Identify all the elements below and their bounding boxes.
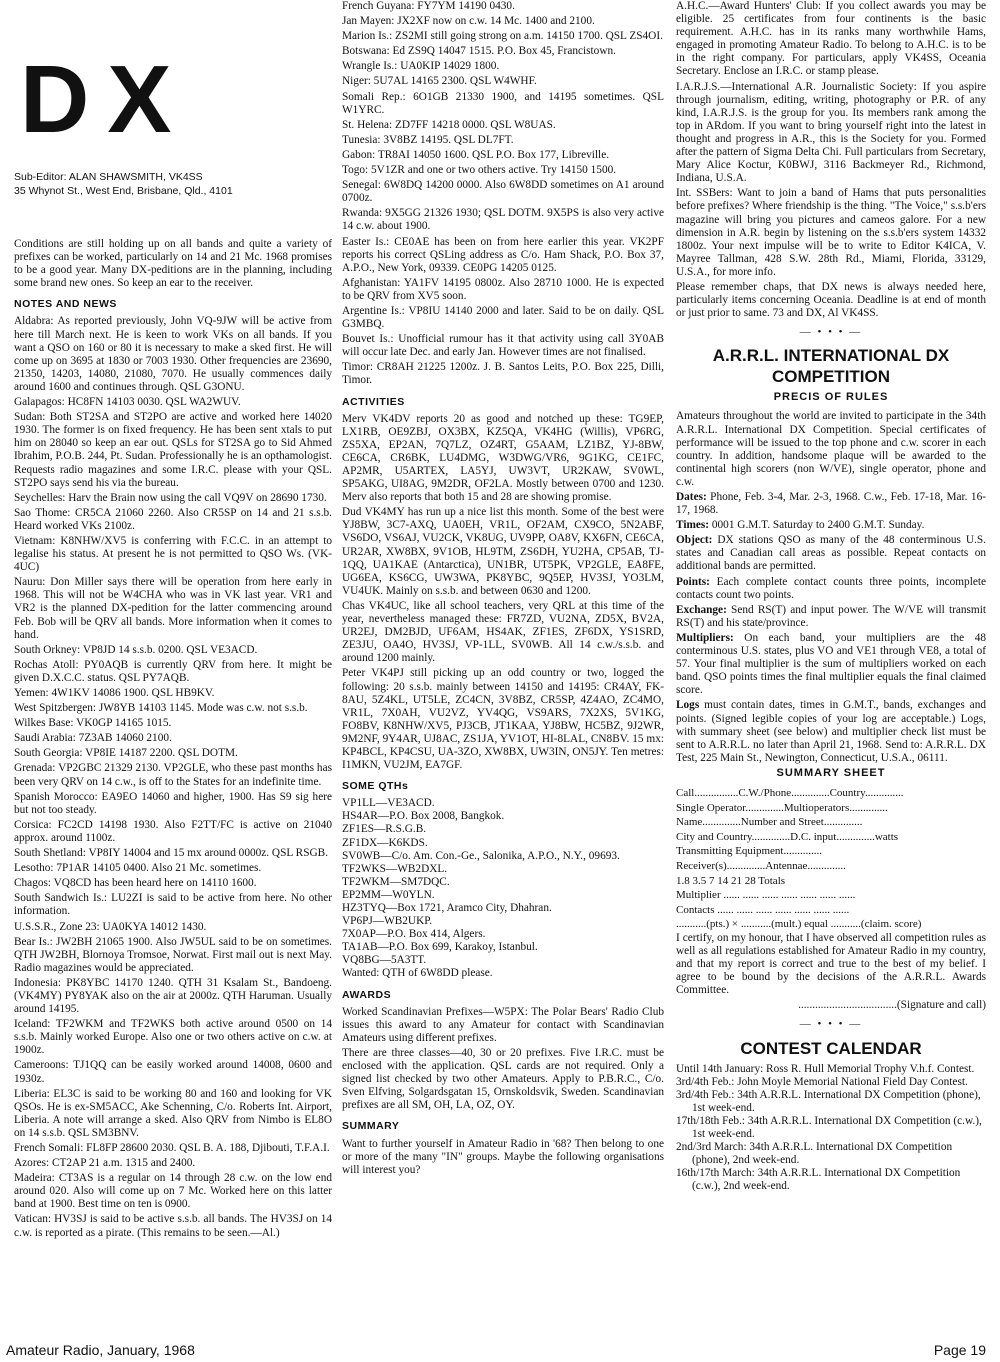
news-item: Aldabra: As reported previously, John VQ-9JW will be active from here till March next. He is keen to work VKs on all bands. If you want a QSO on 160 or 80 it is necessary to make a sked first. He will come up on 3695 at 1830 or 7003 1930. Other frequencies are 23690, 21350, 14203, 14080, 21080, 7070. He usually commences daily around 1600 and continues through. QSL G3ONU. [14,315,332,393]
news-item: Chagos: VQ8CD has been heard here on 14110 1600. [14,877,257,890]
dx-entry: Argentine Is.: VP8IU 14140 2000 and later. Said to be on daily. QSL G3MBQ. [342,304,664,331]
qth-entry: ZF1DX—K6KDS. [342,836,428,849]
summary-sheet [676,786,986,932]
dx-entry: Afghanistan: YA1FV 14195 0800z. Also 28710 1000. He is expected to be QRV from XV5 soon. [342,276,664,302]
sheet-line: Receiver(s)..............Antennae.............. [676,859,846,872]
page-number: Page 19 [933,1342,986,1358]
news-item: Grenada: VP2GBC 21329 2130. VP2GLE, who these past months has been very QRV on 14 c.w., is off to the States for an indefinite time. [14,762,332,788]
news-item: Vietnam: K8NHW/XV5 is conferring with F.C.C. in an attempt to legalise his status. At present he is not permitted to QSO Ws. (VK-4UC) [14,534,332,574]
qth-entry: TA1AB—P.O. Box 699, Karakoy, Istanbul. [342,941,538,954]
column-1 [14,0,332,1242]
qth-entry: Wanted: QTH of 6W8DD please. [342,967,493,980]
sub-editor: Sub-Editor: ALAN SHAWSMITH, VK4SS [14,171,203,183]
section-divider-2: — • • • — [799,1018,863,1031]
news-item: Spanish Morocco: EA9EO 14060 and higher, 1900. Has S9 sig here but not too steady. [14,790,332,816]
news-item: Liberia: EL3C is said to be working 80 and 160 and looking for VK QSOs. He is ex-SM5ACC, Ake Schenning, C/o. Roberts Int. Airport, Liberia. A note will arrange a sked. Also QRV from Nimbo is EL8O on 14 s.s.b. QSL SM3BNV. [14,1087,332,1139]
news-item: Sao Thome: CR5CA 21060 2260. Also CR5SP on 14 and 21 s.s.b. Heard worked VKs 2100z. [14,506,332,532]
qth-entry: EP2MM—W0YLN. [342,888,435,901]
editor-address: 35 Whynot St., West End, Brisbane, Qld., 4101 [14,185,233,197]
intro-paragraph: Conditions are still holding up on all bands and quite a variety of prefixes can be worked, particularly on 14 and 21 Mc. 1968 promises to be a good year. Many DX-peditions are in the planning, including some brand new ones. So keep an ear to the receiver. [14,238,332,290]
rule-item [676,699,986,764]
organisations-list [676,0,986,320]
news-item: Azores: CT2AP 21 a.m. 1315 and 2400. [14,1157,196,1170]
rule-text: Each complete contact counts three points, incomplete contacts count two points. [676,575,986,601]
calendar-entry: 16th/17th March: 34th A.R.R.L. International DX Competition (c.w.), 2nd week-end. [676,1167,961,1193]
sheet-line: Multiplier ...... ...... ...... ...... ...... ...... ...... [676,889,856,902]
news-item: Yemen: 4W1KV 14086 1900. QSL HB9KV. [14,687,215,699]
rule-label: Exchange: [676,603,727,616]
activity-report: Merv VK4DV reports 20 as good and notched up these: TG9EP, LX1RB, OE9ZBJ, OX3BX, KZ5QA, VK4HG (Willis), VP6RG, ZS5XA, EP2AN, 7Q7LZ, OZ4RT, G5AAM, LZ1BZ, YJ-8BW, CE6CA, CR6BK, LU4DMG, W3DWG/VR6, 9G1KG, CE1FC, AP2MR, U5ARTEX, LA5YJ, UW3VT, UR2KAW, SV0WL, SP5AKG, UI8AG, 9M2DR, OF2LA. Mostly between 0700 and 1230. Merv also reports that both 15 and 28 are showing promise. [342,412,664,504]
rule-item [676,632,986,697]
dx-entry: Marion Is.: ZS2MI still going strong on a.m. 14150 1700. QSL ZS4OI. [342,30,663,43]
page-footer [6,1342,986,1358]
dx-entry: Rwanda: 9X5GG 21326 1930; QSL DOTM. 9X5PS is also very active 14 c.w. about 1900. [342,207,664,233]
footer-publication: Amateur Radio, January, 1968 [6,1342,195,1358]
organisation-paragraph: Int. SSBers: Want to join a band of Hams that puts personalities before prefixes? Where friendship is the thing. "The Voice," s.s.b'ers magazine will bring you pictures and cameos galore. For a new dimension in A.R. begin by listening on the s.s.b'ers system 14332 1800z. Your next impulse will be to write to Editor K4ICA, V. Mayree Tallman, 428 S.W. 28th Rd., Miami, Florida, 33129, U.S.A., for more info. [676,187,986,278]
organisation-paragraph: A.H.C.—Award Hunters' Club: If you collect awards you may be eligible. 25 certificates from four continents is the basic requirement. A.H.C. has in its ranks many worthwhile Hams, engaged in promoting Amateur Radio. To belong to A.H.C. is to be in the right company. For particulars, apply VK4SS, Oceania Secretary. Enclose an I.R.C. or stamp please. [676,0,986,78]
certify-paragraph: I certify, on my honour, that I have observed all competition rules as well as all regulations established for Amateur Radio in my country, and that my report is correct and true to the best of my belief. I agree to be bound by the decisions of the A.R.R.L. Awards Committee. [676,931,986,997]
dx-entry: Togo: 5V1ZR and one or two others active. Try 14150 1500. [342,164,617,177]
rules-list [676,491,986,765]
activity-report: Chas VK4UC, like all school teachers, very QRL at this time of the year, nevertheless managed these: FR7ZD, VU2NA, ZD5X, BV2A, UR2EJ, DM2BJD, UF6AM, HS4AK, ZF1ES, ZF6DX, YS1SRD, ZE3JU, OA4O, HV3SJ, VP-1LL, SV0WB. All 14 c.w./s.s.b. and around 1200 mainly. [342,599,664,665]
sheet-line: Name..............Number and Street.............. [676,816,863,829]
rule-item [676,491,986,517]
news-item: West Spitzbergen: JW8YB 14103 1145. Mode was c.w. not s.s.b. [14,702,308,715]
rule-text: 0001 G.M.T. Saturday to 2400 G.M.T. Sunday. [709,519,925,532]
dx-entry: Bouvet Is.: Unofficial rumour has it that activity using call 3Y0AB will occur late Dec. and early Jan. However times are not finalised. [342,333,664,359]
arrl-intro: Amateurs throughout the world are invited to participate in the 34th A.R.R.L. International DX Competition. Special certificates of performance will be issued to the top phone and c.w. scorer in each country. In addition, handsome plaque will be awarded to the continental high scorers (non W/VE), single operator, phone and c.w. [676,410,986,488]
organisation-paragraph: Please remember chaps, that DX news is always needed here, particularly items concerning Oceania. Deadline is at end of month or just prior to same. 73 and DX, Al VK4SS. [676,280,986,320]
news-item: Vatican: HV3SJ is said to be active s.s.b. all bands. The HV3SJ on 14 c.w. is reported as a pirate. (This remains to be seen.—Al.) [14,1213,332,1239]
activity-report: Peter VK4PJ still picking up an odd country or two, logged the following: 20 s.s.b. mainly between 14150 and 14195: CR4AY, FK-8AU, 5Z4KL, UT5LE, ZC4CN, 3V8BZ, CR5SP, 4Z4AO, ZC4MO, VR1L, 7X0AH, VU2VZ, YV4QG, VS9ARS, 7X2XS, 5V1KG, FO8BV, K8NHW/XV5, PJ3CB, JT1KAA, YJ8BW, HC5BZ, 9J2WR, 9M2NF, 9Y4AR, UJ8AC, ZS1JA, YV1OT, HI-8LAL, CN8BV. 15 mx: KP4BCL, KP4CSU, UA-3ZO, XW8BX, UW3IN, ON5JY. Ten metres: I1MKN, VU2JM, EA7GF. [342,667,664,772]
news-item: Corsica: FC2CD 14198 1930. Also F2TT/FC is active on 21040 approx. around 1100z. [14,818,332,844]
dx-entry: Jan Mayen: JX2XF now on c.w. 14 Mc. 1400 and 2100. [342,15,595,28]
qth-entry: VP1LL—VE3ACD. [342,797,435,810]
news-item: Wilkes Base: VK0GP 14165 1015. [14,717,172,730]
summary-sheet-heading: SUMMARY SHEET [776,766,886,779]
calendar-title: CONTEST CALENDAR [740,1038,922,1058]
calendar-entry: Until 14th January: Ross R. Hull Memorial Trophy V.h.f. Contest. [676,1062,975,1075]
dx-entry: Niger: 5U7AL 14165 2300. QSL W4WHF. [342,75,537,88]
qth-entry: VQ8BG—5A3TT. [342,954,427,967]
calendar-entry: 3rd/4th Feb.: John Moyle Memorial National Field Day Contest. [676,1075,968,1088]
news-item: Bear Is.: JW2BH 21065 1900. Also JW5UL said to be on sometimes. QTH JW2BH, Blornoya Tromsoe, Norwat. First mail out is next May. Radio magazines would be appreciated. [14,935,332,974]
sheet-line: City and Country..............D.C. input..............watts [676,830,899,843]
dx-entry: Timor: CR8AH 21225 1200z. J. B. Santos Leits, P.O. Box 225, Dilli, Timor. [342,361,664,387]
rule-item [676,519,986,532]
summary-paragraph: Want to further yourself in Amateur Radio in '68? Then belong to one or more of the many "IN" groups. Maybe the following organisations will interest you? [342,1137,664,1176]
dx-entry: Wrangle Is.: UA0KIP 14029 1800. [342,60,500,73]
rule-label: Points: [676,575,710,588]
sheet-line: 1.8 3.5 7 14 21 28 Totals [676,874,786,887]
news-item: Nauru: Don Miller says there will be operation from here early in 1968. This will not be W4CHA who was in VK last year. VR1 and VR2 is the planned DX-pedition for the latter commencing around Feb. Bob will be QRV all bands. More information when it comes to hand. [14,576,332,641]
rule-label: Dates: [676,491,707,503]
dx-entry: Botswana: Ed ZS9Q 14047 1515. P.O. Box 45, Francistown. [342,45,616,58]
news-item: Seychelles: Harv the Brain now using the call VQ9V on 28690 1730. [14,491,327,504]
rule-item [676,604,986,630]
section-divider: — • • • — [799,326,863,339]
qth-entry: VP6PJ—WB2UKP. [342,915,433,928]
calendar-entry: 3rd/4th Feb.: 34th A.R.R.L. International DX Competition (phone), 1st week-end. [676,1088,981,1114]
sheet-line: Transmitting Equipment.............. [676,845,822,858]
sheet-line: Call................C.W./Phone..............Country.............. [676,786,904,799]
sheet-line: Single Operator..............Multioperators.............. [676,801,888,814]
awards-heading: AWARDS [342,988,392,1001]
news-item: Saudi Arabia: 7Z3AB 14060 2100. [14,732,172,745]
dx-entry: Tunesia: 3V8BZ 14195. QSL DL7FT. [342,133,514,146]
qth-list [342,797,664,980]
awards-list [342,1006,664,1113]
calendar-entry: 2nd/3rd March: 34th A.R.R.L. International DX Competition (phone), 2nd week-end. [676,1141,953,1167]
rule-label: Object: [676,534,713,547]
news-item: Sudan: Both ST2SA and ST2PO are active and worked here 14020 1930. The former is on fixed frequency. He has been sent xtals to put him on 28040 so keep an ear out. QSLs for ST2SA go to Sid Ahmed Ibrahim, P.O.B. 244, Pt. Sudan. Professionally he is an opthamologist. Requests radio magazines and some I.R.C. please with your QSL. ST2PO says send his via the bureau. [14,411,332,489]
rule-text: Phone, Feb. 3-4, Mar. 2-3, 1968. C.w., Feb. 17-18, Mar. 16-17, 1968. [676,491,986,517]
notes-list [14,315,332,1239]
rule-label: Multipliers: [676,631,734,644]
calendar-entry: 17th/18th Feb.: 34th A.R.R.L. International DX Competition (c.w.), 1st week-end. [676,1114,982,1141]
news-item: Iceland: TF2WKM and TF2WKS both active around 0500 on 14 s.s.b. Mainly worked Europe. Also one or two others active on c.w. at 1900z. [14,1018,332,1057]
dx-entry: Easter Is.: CE0AE has been on from here earlier this year. VK2PF reports his correct QSLing address as C/o. Ham Shack, P.O. Box 37, A.P.O., New York, 09339. CE0PG 14205 0125. [342,235,664,274]
news-item: South Georgia: VP8IE 14187 2200. QSL DOTM. [14,747,238,760]
dx-entry: St. Helena: ZD7FF 14218 0000. QSL W8UAS. [342,118,556,131]
rule-text: DX stations QSO as many of the 48 conterminous U.S. states and Canadian call areas as possible. Repeat contacts on additional bands are permitted. [676,534,986,573]
news-item: U.S.S.R., Zone 23: UA0KYA 14012 1430. [14,920,207,933]
news-item: Cameroons: TJ1QQ can be easily worked around 14008, 0600 and 1930z. [14,1059,332,1085]
qth-entry: 7X0AP—P.O. Box 414, Algers. [342,928,486,941]
organisation-paragraph: I.A.R.J.S.—International A.R. Journalistic Society: If you aspire through journalism, editing, writing, photography or P.R. of any kind, I.A.R.J.S. is the group for you. Its members rank among the top in ARdom. If you want to bring yourself right into the latest in thought and progress in A.R., this is the Society for you. Formed after the pattern of Sigma Delta Chi. Full particulars from Secretary, Mary Alice Koctur, K0BWJ, 3116 Backmeyer Rd., Richmond, Indiana, U.S.A. [676,80,986,185]
signature-line: ...................................(Signature and call) [798,999,986,1012]
column-2 [342,0,664,1179]
arrl-subtitle: PRECIS OF RULES [773,391,889,404]
notes-heading: NOTES AND NEWS [14,298,117,311]
activities-heading: ACTIVITIES [342,395,405,408]
award-paragraph: There are three classes—40, 30 or 20 prefixes. Five I.R.C. must be enclosed with the application. QSL cards are not required. Only a signed list checked by two other Amateurs. Apply to P.B.R.C., C/o. Sven Elfving, Solgardsgatan 15, Ornskoldsvik, Sweden. Scandinavian prefixes are all SM, OH, LA, OZ, OY. [342,1046,664,1112]
rule-text: Send RS(T) and input power. The W/VE will transmit RS(T) and his state/province. [676,603,986,629]
news-item: Galapagos: HC8FN 14103 0030. QSL WA2WUV. [14,396,241,409]
news-item: French Somali: FL8FP 28600 2030. QSL B. A. 188, Djibouti, T.F.A.I. [14,1142,330,1154]
arrl-title: A.R.R.L. INTERNATIONAL DX COMPETITION [712,346,950,387]
contest-calendar [676,1063,986,1194]
dx-entry: Senegal: 6W8DQ 14200 0000. Also 6W8DD sometimes on A1 around 0700z. [342,179,664,205]
column-3 [676,0,986,1194]
qth-entry: HS4AR—P.O. Box 2008, Bangkok. [342,810,505,823]
dx-entry: French Guyana: FY7YM 14190 0430. [342,0,515,12]
rule-text: On each band, your multipliers are the 48 conterminous U.S. states, plus VO and VE1 through VE8, a total of 57. Your final multiplier is the sum of multipliers worked on each band. QSO points times the final multiplier equals the final claimed score. [676,631,986,697]
rule-text: must contain dates, times in G.M.T., bands, exchanges and points. (Signed legible copies of your log are acceptable.) Logs, with summary sheet (see below) and multiplier check list must be sent to A.R.R.L. no later than April 21, 1968. Send to: A.R.R.L. DX Test, 225 Main St., Newington, Connecticut, U.S.A., 06111. [676,699,986,764]
sheet-line: ...........(pts.) × ...........(mult.) equal ...........(claim. score) [676,918,922,931]
news-item: South Orkney: VP8JD 14 s.s.b. 0200. QSL VE3ACD. [14,643,258,656]
page-title: DX [20,46,190,153]
qth-entry: SV0WB—C/o. Am. Con.-Ge., Salonika, A.P.O., N.Y., 09693. [342,849,620,862]
rule-item [676,576,986,602]
qth-entry: TF2WKS—WB2DXL. [342,862,448,875]
news-item: Rochas Atoll: PY0AQB is currently QRV from here. It might be given D.X.C.C. status. QSL PY7AQB. [14,658,332,684]
qth-entry: TF2WKM—SM7DQC. [342,875,450,888]
activity-report: Dud VK4MY has run up a nice list this month. Some of the best were YJ8BW, 3C7-AXQ, UA0EH, VR1L, OF2AM, CX9CO, 5N2ABF, VS6DO, VS6AJ, VU2CK, VK8UG, UV9PP, OA8V, KX6FN, CE6CA, UR2AR, XW8BX, 9V1OB, HL9TM, ZS6DH, YU2HA, CP5AB, TJ-1QQ, UA1KAE (Antarctica), UN1BR, UT5PK, VP2GLE, EA8FE, UG6EA, KS6CG, UW3WA, PK8YBC, 9Q5EP, HV3SJ, YO3LM, VU4UK. Mainly on s.s.b. and between 0630 and 1200. [342,506,664,597]
rule-label: Times: [676,519,710,532]
sheet-line: Contacts ...... ...... ...... ...... ...... ...... ...... [676,903,850,916]
qth-entry: HZ3TYQ—Box 1721, Aramco City, Dhahran. [342,902,552,914]
news-item: Madeira: CT3AS is a regular on 14 through 28 c.w. on the low end around 020. Also will come up on 7 Mc. Worked here on this latter band at 1900. Best time on ten is 0900. [14,1172,332,1211]
dx-entries-list [342,0,664,388]
activities-list [342,413,664,773]
rule-label: Logs [676,699,700,712]
rule-item [676,534,986,573]
news-item: South Shetland: VP8IY 14004 and 15 mx around 0000z. QSL RSGB. [14,847,329,860]
qth-heading: SOME QTHs [342,780,409,793]
summary-heading: SUMMARY [342,1120,400,1133]
news-item: South Sandwich Is.: LU2ZI is said to be active from here. No other information. [14,892,332,918]
news-item: Lesotho: 7P1AR 14105 0400. Also 21 Mc. sometimes. [14,862,262,875]
dx-entry: Somali Rep.: 6O1GB 21330 1900, and 14195 sometimes. QSL W1YRC. [342,90,664,116]
news-item: Indonesia: PK8YBC 14170 1240. QTH 31 Ksalam St., Bandoeng. (VK4MY) PY8YAK also on the air at 2000z. QTH Haruman. Usually around 14195. [14,976,332,1016]
qth-entry: ZF1ES—R.S.G.B. [342,823,427,836]
dx-entry: Gabon: TR8AI 14050 1600. QSL P.O. Box 177, Libreville. [342,148,610,161]
award-paragraph: Worked Scandinavian Prefixes—W5PX: The Polar Bears' Radio Club issues this award to any Amateur for contact with Scandinavian Amateurs using different prefixes. [342,1005,664,1044]
